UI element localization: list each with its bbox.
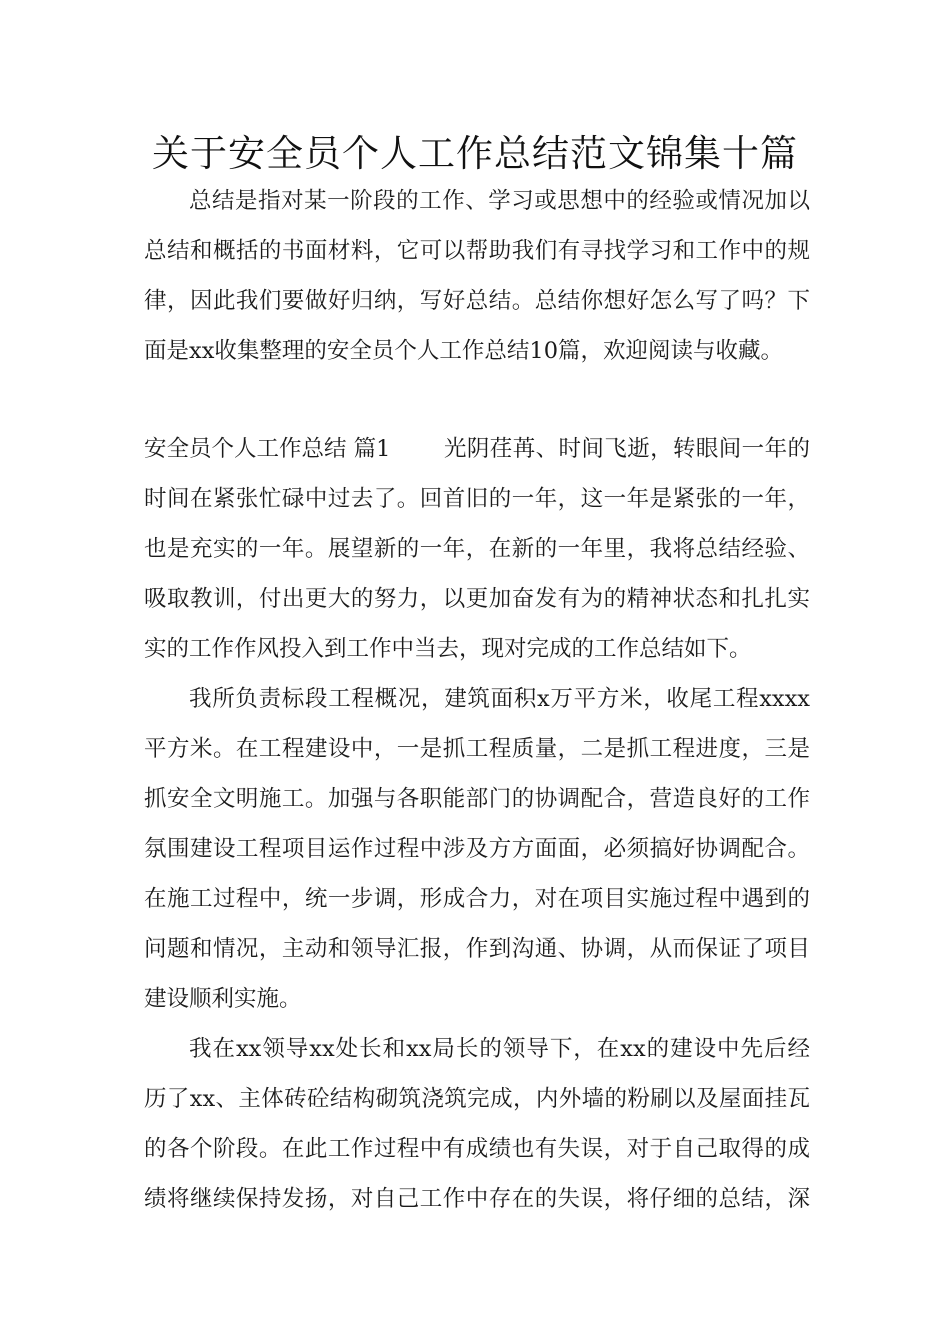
section-first-line: 光阴荏苒、时间飞逝，转眼间一年的 bbox=[444, 436, 810, 462]
paragraph3-line: 的各个阶段。在此工作过程中有成绩也有失误，对于自己取得的成 bbox=[144, 1136, 810, 1162]
intro-line: 律，因此我们要做好归纳，写好总结。总结你想好怎么写了吗？下 bbox=[144, 288, 810, 314]
paragraph2-line: 建设顺利实施。 bbox=[144, 986, 302, 1012]
paragraph2-line: 抓安全文明施工。加强与各职能部门的协调配合，营造良好的工作 bbox=[144, 786, 810, 812]
paragraph2-line: 我所负责标段工程概况，建筑面积x万平方米，收尾工程xxxx bbox=[189, 686, 810, 712]
section1-line: 吸取教训，付出更大的努力，以更加奋发有为的精神状态和扎扎实 bbox=[144, 586, 810, 612]
paragraph2-line: 问题和情况，主动和领导汇报，作到沟通、协调，从而保证了项目 bbox=[144, 936, 810, 962]
section-heading-line bbox=[144, 433, 810, 465]
paragraph3-line: 绩将继续保持发扬，对自己工作中存在的失误，将仔细的总结，深 bbox=[144, 1186, 810, 1212]
paragraph2-line: 氛围建设工程项目运作过程中涉及方方面面，必须搞好协调配合。 bbox=[144, 836, 810, 862]
intro-line: 总结是指对某一阶段的工作、学习或思想中的经验或情况加以 bbox=[189, 188, 810, 214]
paragraph3-line: 历了xx、主体砖砼结构砌筑浇筑完成，内外墙的粉刷以及屋面挂瓦 bbox=[144, 1086, 810, 1112]
section-heading: 安全员个人工作总结 篇1 bbox=[144, 436, 391, 462]
paragraph2-line: 在施工过程中，统一步调，形成合力，对在项目实施过程中遇到的 bbox=[144, 886, 810, 912]
document-title: 关于安全员个人工作总结范文锦集十篇 bbox=[152, 132, 798, 175]
paragraph3-line: 我在xx领导xx处长和xx局长的领导下，在xx的建设中先后经 bbox=[189, 1036, 810, 1062]
section1-line: 也是充实的一年。展望新的一年，在新的一年里，我将总结经验、 bbox=[144, 536, 810, 562]
intro-line: 总结和概括的书面材料，它可以帮助我们有寻找学习和工作中的规 bbox=[144, 238, 810, 264]
section1-line: 时间在紧张忙碌中过去了。回首旧的一年，这一年是紧张的一年， bbox=[144, 486, 810, 512]
intro-line: 面是xx收集整理的安全员个人工作总结10篇，欢迎阅读与收藏。 bbox=[144, 338, 784, 364]
paragraph2-line: 平方米。在工程建设中，一是抓工程质量，二是抓工程进度，三是 bbox=[144, 736, 810, 762]
section1-line: 实的工作作风投入到工作中当去，现对完成的工作总结如下。 bbox=[144, 636, 752, 662]
